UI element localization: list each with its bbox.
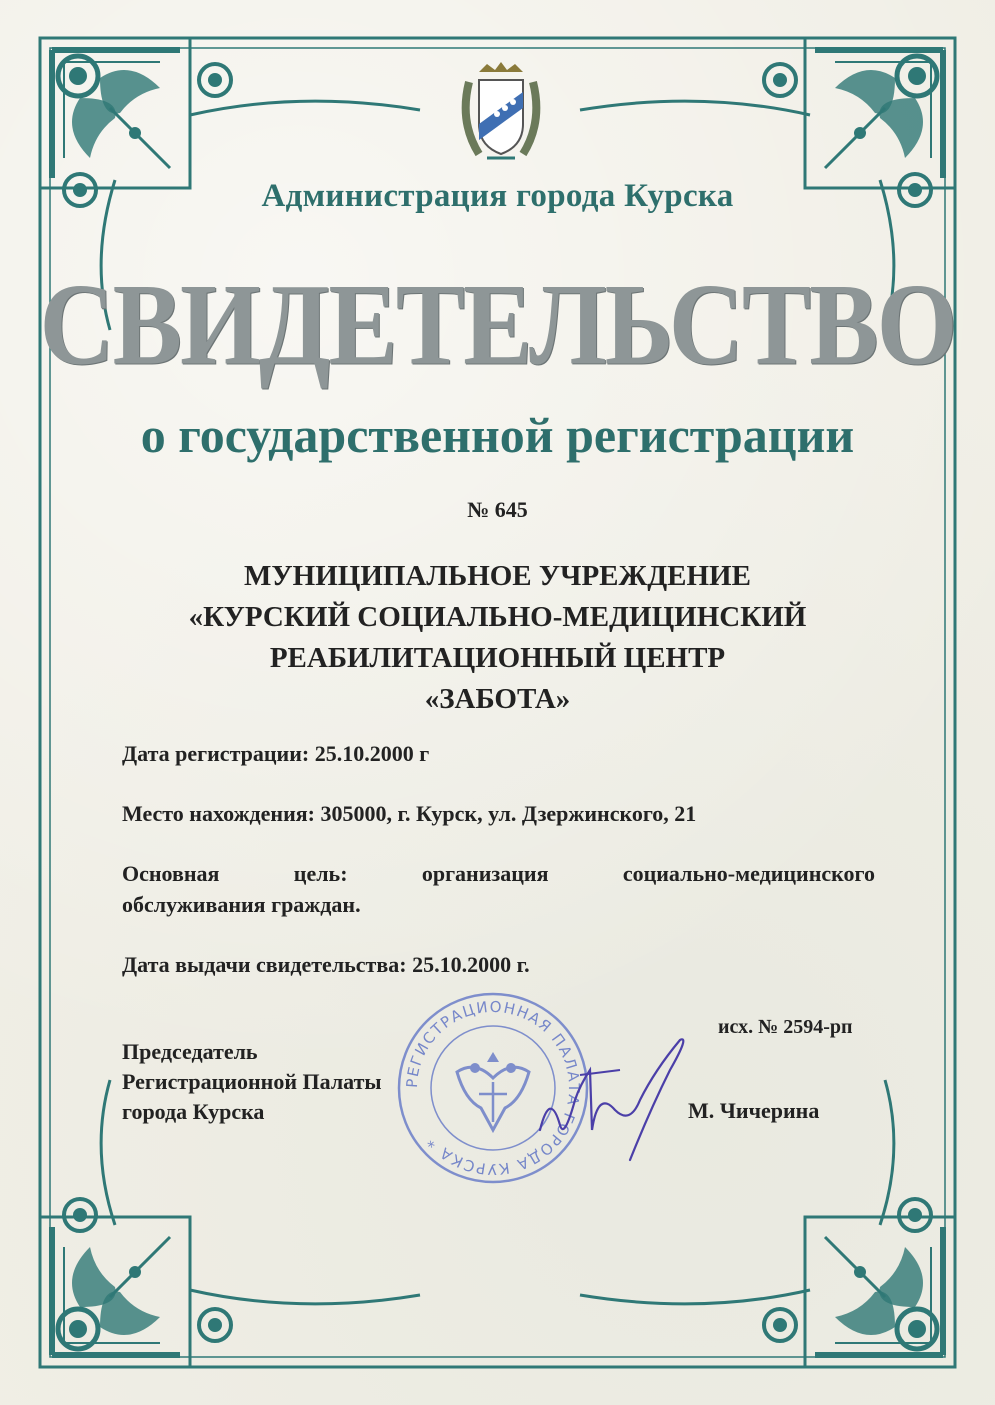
certificate-title: СВИДЕТЕЛЬСТВО bbox=[39, 260, 956, 390]
signatory-title-line: города Курска bbox=[122, 1099, 265, 1124]
certificate-subtitle: о государственной регистрации bbox=[140, 407, 855, 463]
issuing-authority: Администрация города Курска bbox=[261, 178, 734, 214]
organization-name bbox=[0, 556, 995, 720]
certificate-number: № 645 bbox=[467, 497, 528, 522]
kursk-coat-of-arms-icon bbox=[449, 62, 553, 166]
purpose-line-1: Основная цель: организация социально-медицинского bbox=[122, 861, 875, 886]
handwritten-signature bbox=[520, 1030, 700, 1170]
registration-date: Дата регистрации: 25.10.2000 г bbox=[122, 741, 430, 766]
outgoing-reference: исх. № 2594-рп bbox=[718, 1016, 853, 1038]
signatory-name: М. Чичерина bbox=[688, 1098, 820, 1123]
organization-line: МУНИЦИПАЛЬНОЕ УЧРЕЖДЕНИЕ bbox=[244, 560, 751, 592]
purpose-line-2: обслуживания граждан. bbox=[122, 892, 361, 917]
organization-line: «КУРСКИЙ СОЦИАЛЬНО-МЕДИЦИНСКИЙ bbox=[188, 601, 807, 633]
organization-line: РЕАБИЛИТАЦИОННЫЙ ЦЕНТР bbox=[269, 642, 726, 674]
signatory-title bbox=[122, 1037, 382, 1127]
signatory-title-line: Регистрационной Палаты bbox=[122, 1069, 382, 1094]
issue-date: Дата выдачи свидетельства: 25.10.2000 г. bbox=[122, 952, 530, 977]
signatory-title-line: Председатель bbox=[122, 1039, 258, 1064]
organization-line: «ЗАБОТА» bbox=[424, 683, 571, 715]
double-headed-eagle-icon bbox=[457, 1052, 529, 1130]
stamp-text: РЕГИСТРАЦИОННАЯ ПАЛАТА ГОРОДА КУРСКА * bbox=[402, 997, 584, 1179]
location: Место нахождения: 305000, г. Курск, ул. Дзержинского, 21 bbox=[122, 801, 697, 826]
